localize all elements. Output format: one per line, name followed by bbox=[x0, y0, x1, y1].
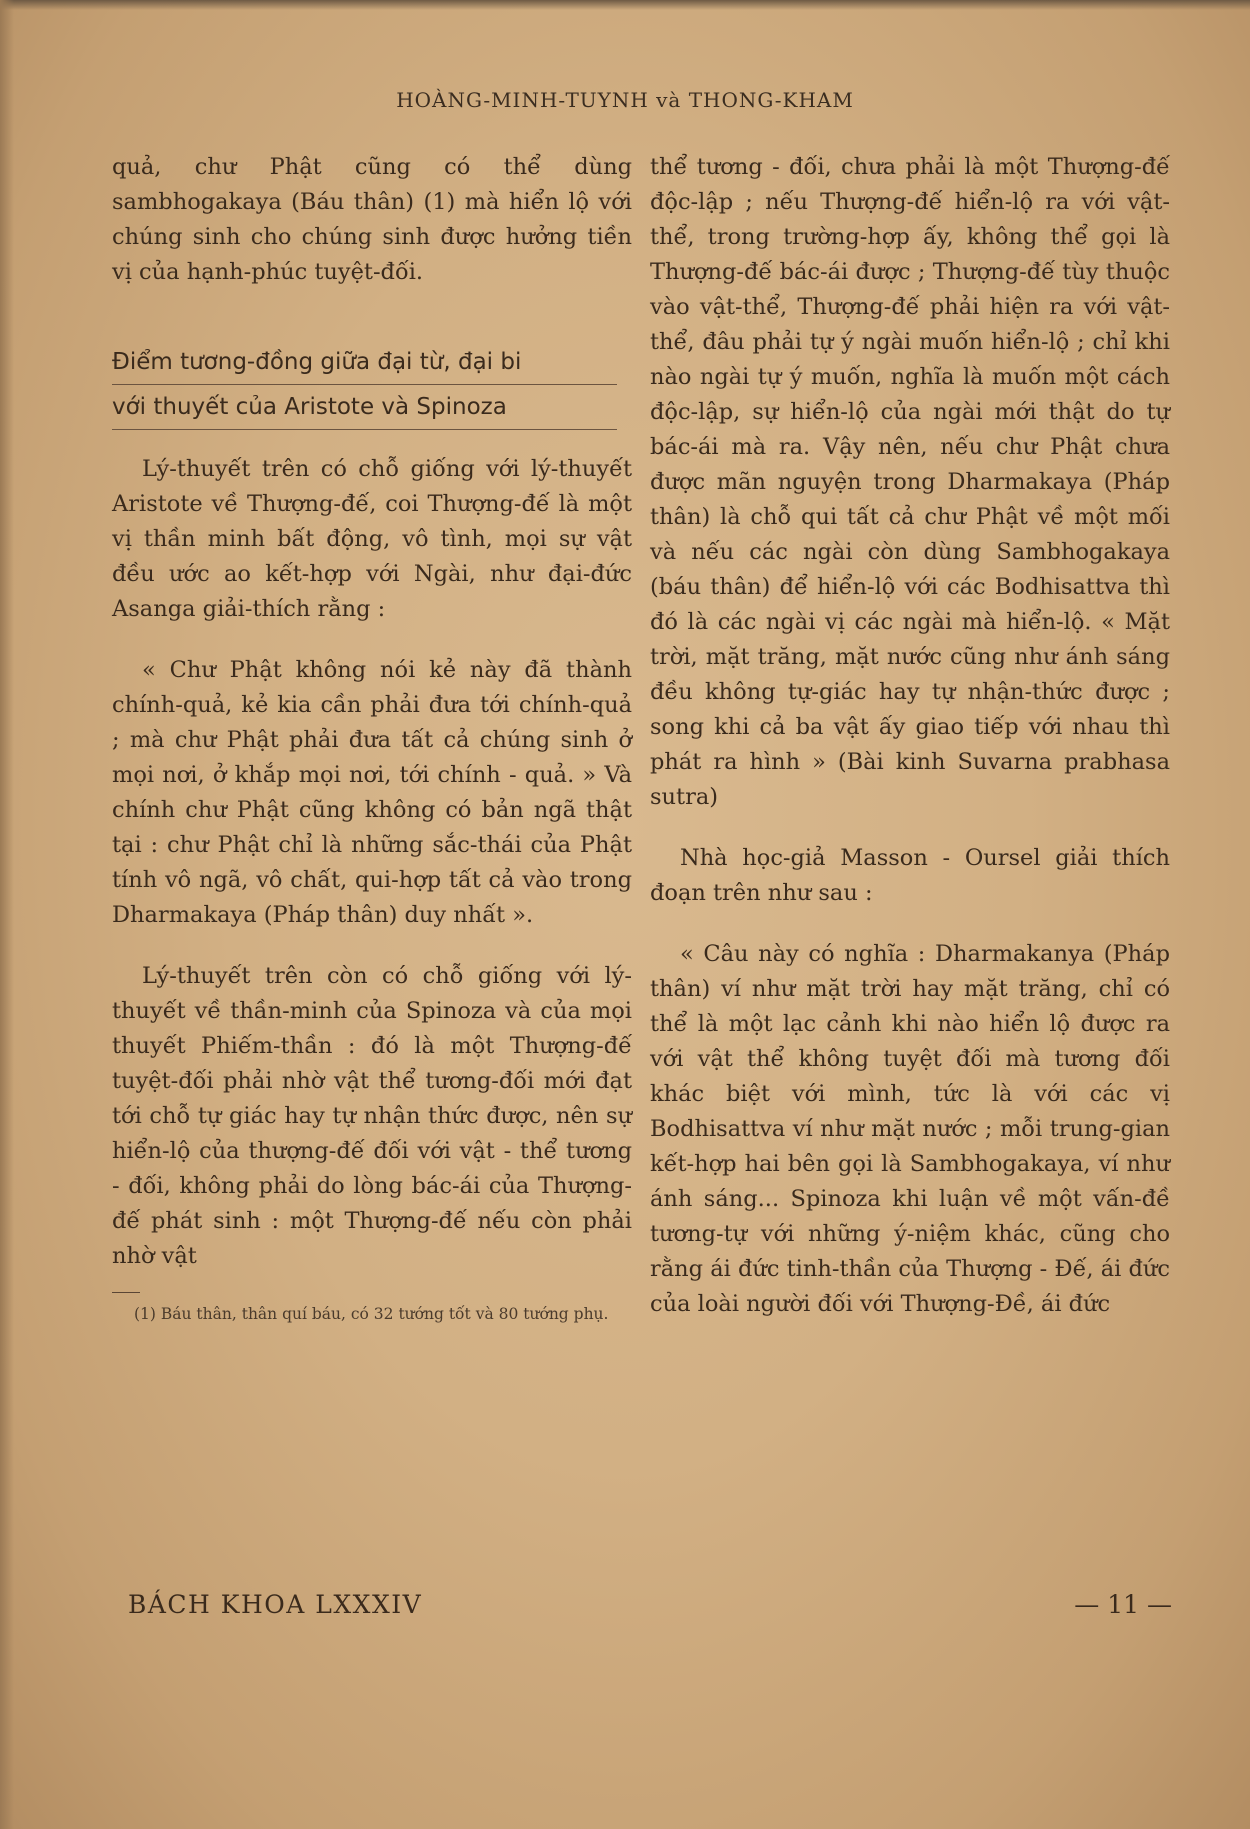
right-paragraph-3: « Câu này có nghĩa : Dharmakanya (Pháp thân) ví như mặt trời hay mặt trăng, chỉ có thể là một lạc cảnh khi nào hiển lộ được ra với vật thể không tuyệt đối mà tương đối khác biệt với mình, tức là với các vị Bodhisattva ví như mặt nước ; mỗi trung-gian kết-hợp hai bên gọi là Sambhogakaya, ví như ánh sáng... Spinoza khi luận về một vấn-đề tương-tự với những ý-niệm khác, cũng cho rằng ái đức tinh-thần của Thượng - Đế, ái đức của loài người đối với Thượng-Đề, ái đức bbox=[650, 941, 1170, 1317]
section-heading-line-2: với thuyết của Aristote và Spinoza bbox=[112, 385, 617, 430]
left-column bbox=[112, 150, 632, 1353]
running-head: HOÀNG-MINH-TUYNH và THONG-KHAM bbox=[396, 88, 854, 112]
left-paragraph-3: « Chư Phật không nói kẻ này đã thành chính-quả, kẻ kia cần phải đưa tới chính-quả ; mà chư Phật phải đưa tất cả chúng sinh ở mọi nơi, ở khắp mọi nơi, tới chính - quả. » Và chính chư Phật cũng không có bản ngã thật tại : chư Phật chỉ là những sắc-thái của Phật tính vô ngã, vô chất, qui-hợp tất cả vào trong Dharmakaya (Pháp thân) duy nhất ». bbox=[112, 657, 632, 928]
page-number: — 11 — bbox=[1074, 1590, 1172, 1619]
right-paragraph-2: Nhà học-giả Masson - Oursel giải thích đoạn trên như sau : bbox=[650, 845, 1170, 906]
footnote: (1) Báu thân, thân quí báu, có 32 tướng tốt và 80 tướng phụ. bbox=[134, 1305, 609, 1323]
page-top-edge bbox=[0, 0, 1250, 10]
right-paragraph-1: thể tương - đối, chưa phải là một Thượng-đế độc-lập ; nếu Thượng-đế hiển-lộ ra với vật-thể, trong trường-hợp ấy, không thể gọi là Thượng-đế bác-ái được ; Thượng-đế tùy thuộc vào vật-thể, Thượng-đế phải hiện ra với vật-thể, đâu phải tự ý ngài muốn hiển-lộ ; chỉ khi nào ngài tự ý muốn, nghĩa là muốn một cách độc-lập, sự hiển-lộ của ngài mới thật do tự bác-ái mà ra. Vậy nên, nếu chư Phật chưa được mãn nguyện trong Dharmakaya (Pháp thân) là chỗ qui tất cả chư Phật về một mối và nếu các ngài còn dùng Sambhogakaya (báu thân) để hiển-lộ với các Bodhisattva thì đó là các ngài vị các ngài mà hiển-lộ. « Mặt trời, mặt trăng, mặt nước cũng như ánh sáng đều không tự-giác hay tự nhận-thức được ; song khi cả ba vật ấy giao tiếp với nhau thì phát ra hình » (Bài kinh Suvarna prabhasa sutra) bbox=[650, 154, 1170, 810]
right-column bbox=[650, 150, 1170, 1322]
journal-name: BÁCH KHOA LXXXIV bbox=[128, 1590, 423, 1619]
left-paragraph-1: quả, chư Phật cũng có thể dùng sambhogakaya (Báu thân) (1) mà hiển lộ với chúng sinh cho chúng sinh được hưởng tiền vị của hạnh-phúc tuyệt-đối. bbox=[112, 154, 632, 285]
section-heading bbox=[112, 340, 632, 430]
left-paragraph-2: Lý-thuyết trên có chỗ giống với lý-thuyết Aristote về Thượng-đế, coi Thượng-đế là một vị thần minh bất động, vô tình, mọi sự vật đều ước ao kết-hợp với Ngài, như đại-đức Asanga giải-thích rằng : bbox=[112, 456, 632, 622]
page-left-edge bbox=[0, 0, 14, 1829]
section-heading-line-1: Điểm tương-đồng giữa đại từ, đại bi bbox=[112, 340, 617, 385]
footnote-rule bbox=[112, 1292, 140, 1293]
left-paragraph-4: Lý-thuyết trên còn có chỗ giống với lý-thuyết về thần-minh của Spinoza và của mọi thuyết Phiếm-thần : đó là một Thượng-đế tuyệt-đối phải nhờ vật thể tương-đối mới đạt tới chỗ tự giác hay tự nhận thức được, nên sự hiển-lộ của thượng-đế đối với vật - thể tương - đối, không phải do lòng bác-ái của Thượng-đế phát sinh : một Thượng-đế nếu còn phải nhờ vật bbox=[112, 963, 632, 1269]
